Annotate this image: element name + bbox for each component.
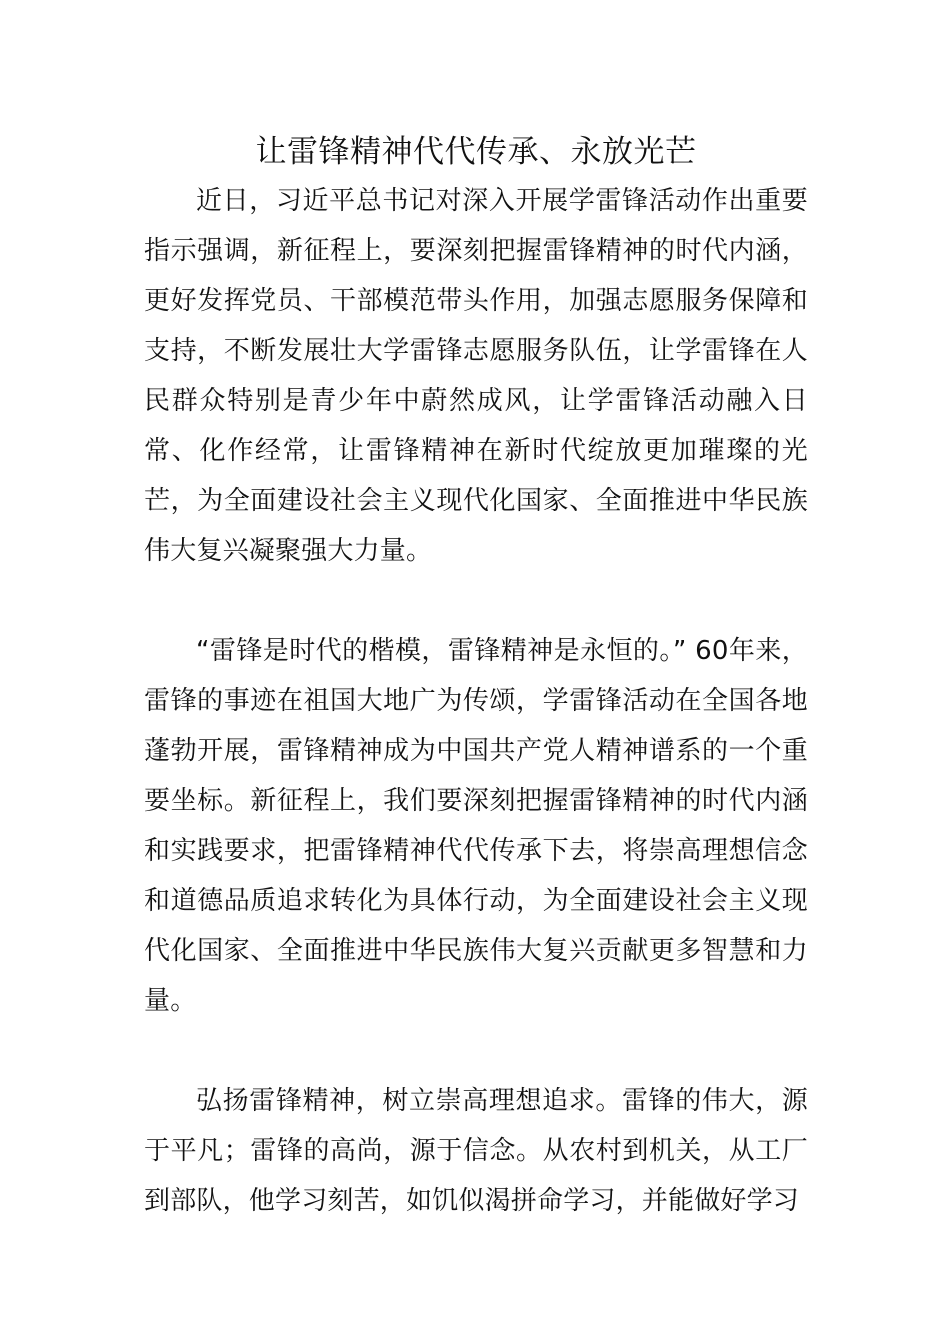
document-title: 让雷锋精神代代传承、永放光芒: [255, 134, 697, 170]
document-page: [144, 128, 808, 1226]
paragraph-2: “雷锋是时代的楷模，雷锋精神是永恒的。” 60年来，雷锋的事迹在祖国大地广为传颂，学雷锋活动在全国各地蓬勃开展，雷锋精神成为中国共产党人精神谱系的一个重要坐标。新征程上，我们要深刻把握雷锋精神的时代内涵和实践要求，把雷锋精神代代传承下去，将崇高理想信念和道德品质追求转化为具体行动，为全面建设社会主义现代化国家、全面推进中华民族伟大复兴贡献更多智慧和力量。: [144, 636, 808, 1016]
paragraph-spacer: [144, 1026, 808, 1076]
paragraph-3: 弘扬雷锋精神，树立崇高理想追求。雷锋的伟大，源于平凡；雷锋的高尚，源于信念。从农村到机关，从工厂到部队，他学习刻苦，如饥似渴拼命学习，并能做好学习: [144, 1086, 808, 1216]
paragraph-spacer: [144, 576, 808, 626]
paragraph-1: 近日，习近平总书记对深入开展学雷锋活动作出重要指示强调，新征程上，要深刻把握雷锋精神的时代内涵，更好发挥党员、干部模范带头作用，加强志愿服务保障和支持，不断发展壮大学雷锋志愿服务队伍，让学雷锋在人民群众特别是青少年中蔚然成风，让学雷锋活动融入日常、化作经常，让雷锋精神在新时代绽放更加璀璨的光芒，为全面建设社会主义现代化国家、全面推进中华民族伟大复兴凝聚强大力量。: [144, 186, 808, 566]
